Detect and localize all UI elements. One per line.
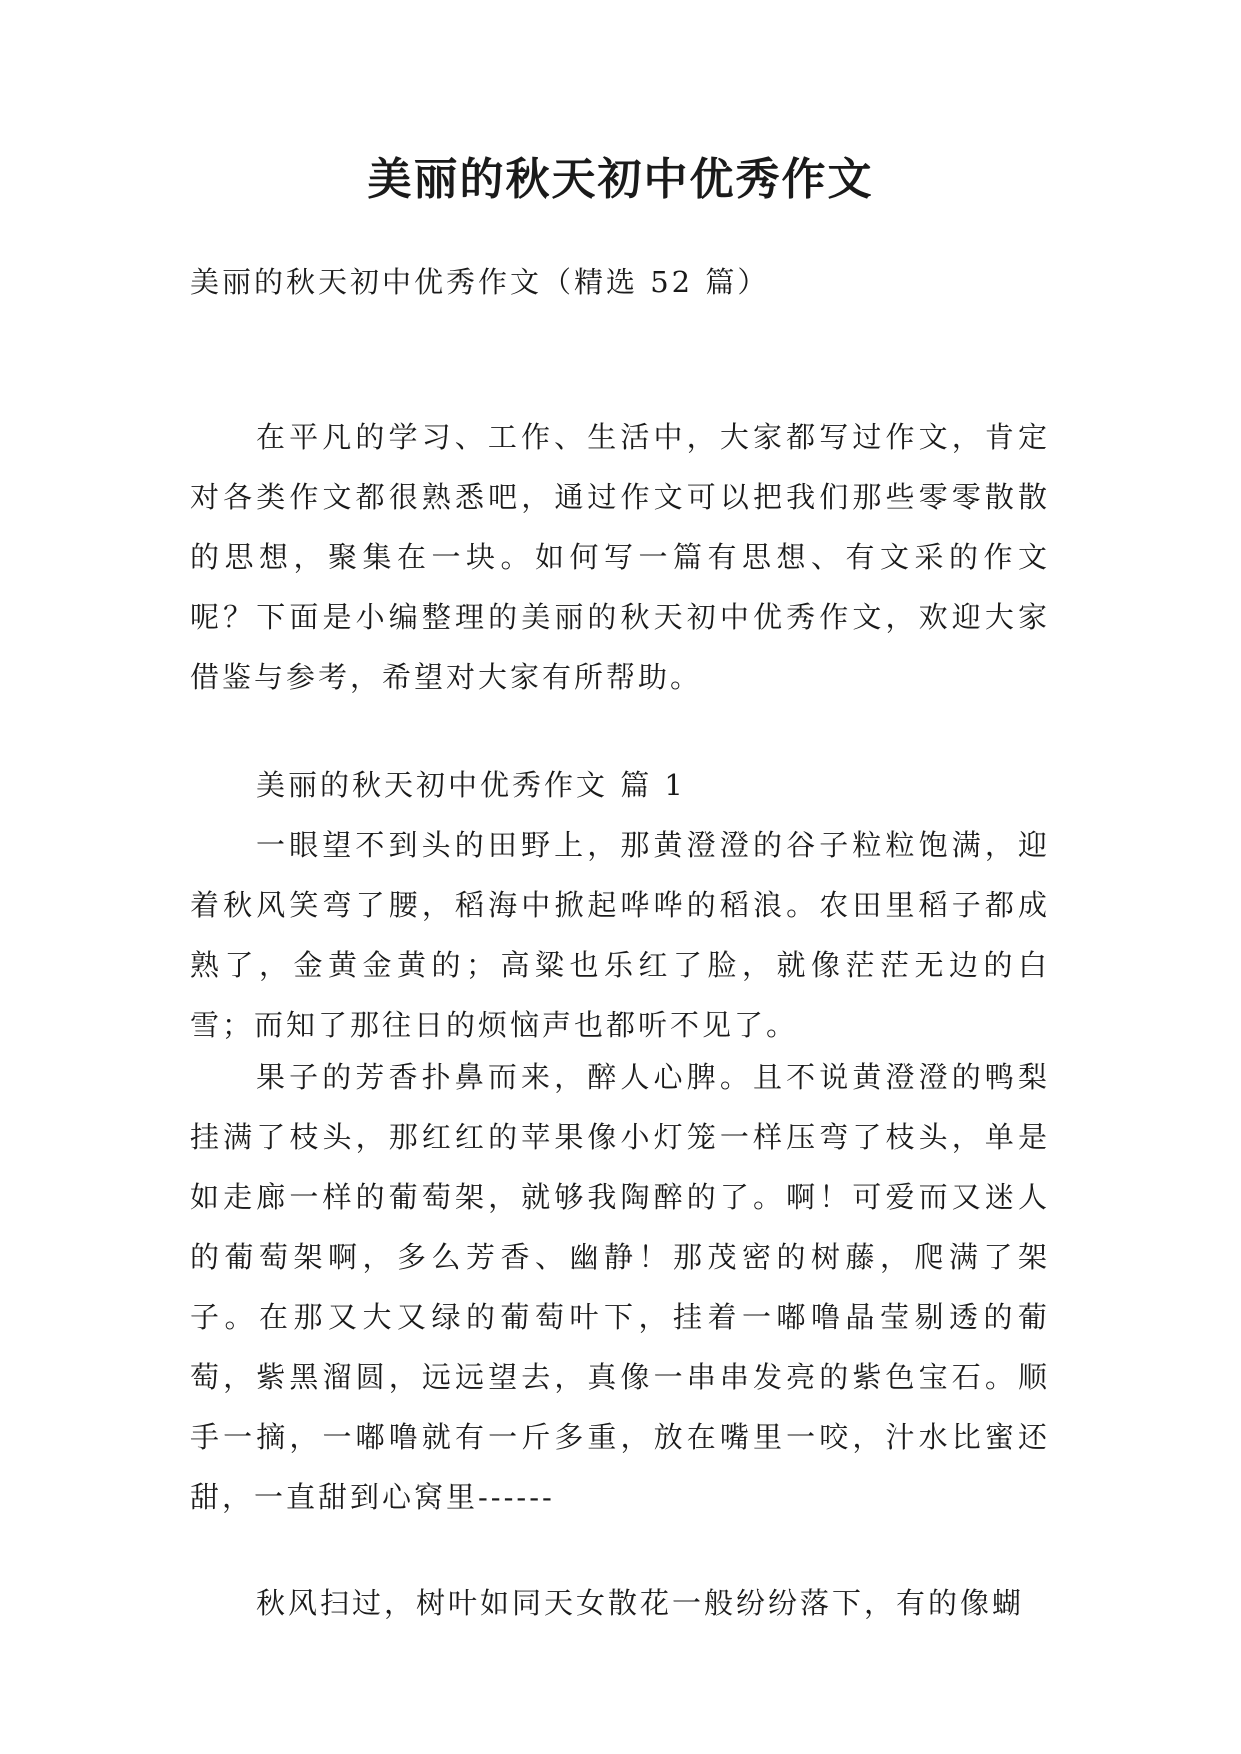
document-subtitle: 美丽的秋天初中优秀作文（精选 52 篇） [190, 265, 770, 299]
body-paragraph: 一眼望不到头的田野上，那黄澄澄的谷子粒粒饱满，迎着秋风笑弯了腰，稻海中掀起哗哗的稻浪。农田里稻子都成熟了，金黄金黄的；高粱也乐红了脸，就像茫茫无边的白雪；而知了那往日的烦恼声也都听不见了。 [190, 828, 1050, 1042]
body-paragraph: 果子的芳香扑鼻而来，醉人心脾。且不说黄澄澄的鸭梨挂满了枝头，那红红的苹果像小灯笼一样压弯了枝头，单是如走廊一样的葡萄架，就够我陶醉的了。啊！可爱而又迷人的葡萄架啊，多么芳香、幽静！那茂密的树藤，爬满了架子。在那又大又绿的葡萄叶下，挂着一嘟噜晶莹剔透的葡萄，紫黑溜圆，远远望去，真像一串串发亮的紫色宝石。顺手一摘，一嘟噜就有一斤多重，放在嘴里一咬，汁水比蜜还甜，一直甜到心窝里------ [190, 1060, 1050, 1514]
section-heading: 美丽的秋天初中优秀作文 篇 1 [256, 768, 686, 802]
intro-paragraph: 在平凡的学习、工作、生活中，大家都写过作文，肯定对各类作文都很熟悉吧，通过作文可以把我们那些零零散散的思想，聚集在一块。如何写一篇有思想、有文采的作文呢？下面是小编整理的美丽的秋天初中优秀作文，欢迎大家借鉴与参考，希望对大家有所帮助。 [190, 420, 1050, 694]
body-paragraph: 秋风扫过，树叶如同天女散花一般纷纷落下，有的像蝴 [256, 1586, 1025, 1620]
document-title: 美丽的秋天初中优秀作文 [367, 154, 874, 205]
